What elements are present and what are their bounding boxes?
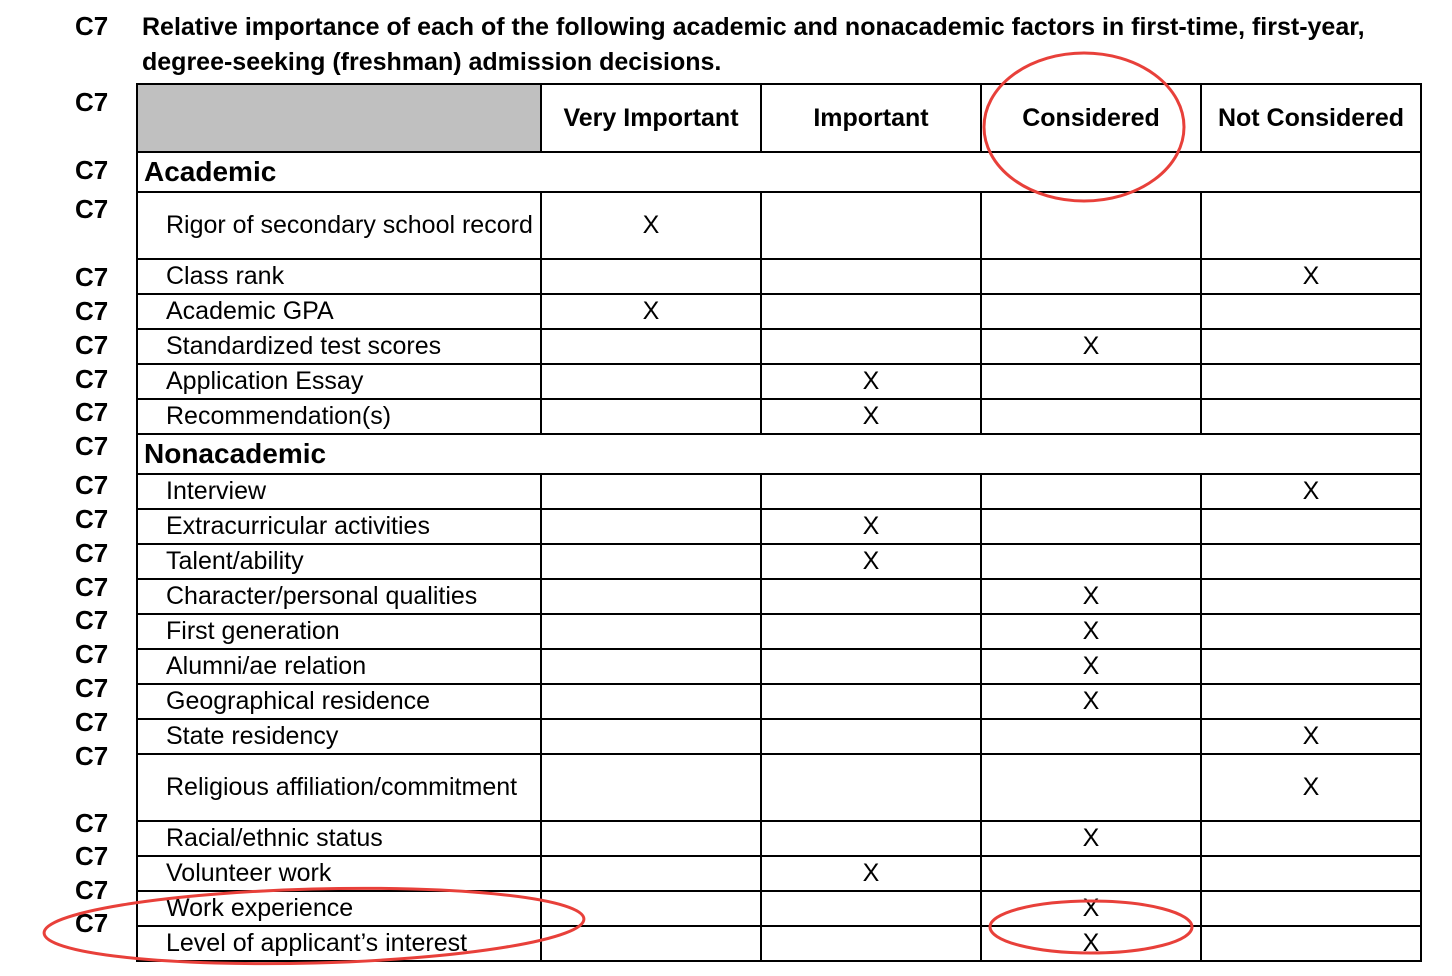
not-considered-mark: X bbox=[1201, 474, 1421, 509]
empty-cell bbox=[981, 399, 1201, 434]
empty-cell bbox=[761, 684, 981, 719]
item-code: C7 bbox=[75, 538, 109, 568]
empty-cell bbox=[981, 856, 1201, 891]
empty-cell bbox=[1201, 192, 1421, 259]
empty-cell bbox=[761, 719, 981, 754]
table-row bbox=[137, 614, 1421, 649]
item-code: C7 bbox=[75, 808, 109, 838]
header-not-considered: Not Considered bbox=[1201, 84, 1421, 152]
empty-cell bbox=[541, 579, 761, 614]
empty-cell bbox=[761, 926, 981, 961]
header-very-important: Very Important bbox=[541, 84, 761, 152]
empty-cell bbox=[541, 926, 761, 961]
factor-label: Academic GPA bbox=[137, 294, 541, 329]
factor-label: Extracurricular activities bbox=[137, 509, 541, 544]
factor-label: Application Essay bbox=[137, 364, 541, 399]
factor-label: Talent/ability bbox=[137, 544, 541, 579]
important-mark: X bbox=[761, 509, 981, 544]
empty-cell bbox=[761, 649, 981, 684]
empty-cell bbox=[541, 474, 761, 509]
header-important: Important bbox=[761, 84, 981, 152]
empty-cell bbox=[761, 294, 981, 329]
empty-cell bbox=[981, 294, 1201, 329]
factor-label: Work experience bbox=[137, 891, 541, 926]
factor-label: Interview bbox=[137, 474, 541, 509]
item-code: C7 bbox=[75, 87, 109, 117]
factor-label: Level of applicant’s interest bbox=[137, 926, 541, 961]
empty-cell bbox=[981, 754, 1201, 821]
empty-cell bbox=[761, 259, 981, 294]
considered-mark: X bbox=[981, 891, 1201, 926]
section-row bbox=[137, 434, 1421, 474]
empty-cell bbox=[1201, 684, 1421, 719]
factor-label: Racial/ethnic status bbox=[137, 821, 541, 856]
considered-mark: X bbox=[981, 926, 1201, 961]
very-important-mark: X bbox=[541, 192, 761, 259]
item-code: C7 bbox=[75, 741, 109, 771]
empty-cell bbox=[541, 754, 761, 821]
question-heading: Relative importance of each of the following academic and nonacademic factors in first-time, first-year, degree-seeking (freshman) admission decisions. bbox=[142, 13, 1365, 76]
empty-cell bbox=[1201, 294, 1421, 329]
empty-cell bbox=[761, 579, 981, 614]
empty-cell bbox=[981, 474, 1201, 509]
empty-cell bbox=[541, 649, 761, 684]
empty-cell bbox=[761, 754, 981, 821]
item-code: C7 bbox=[75, 841, 109, 871]
very-important-mark: X bbox=[541, 294, 761, 329]
item-code: C7 bbox=[75, 397, 109, 427]
empty-cell bbox=[981, 544, 1201, 579]
factor-label: Rigor of secondary school record bbox=[137, 192, 541, 259]
empty-cell bbox=[541, 821, 761, 856]
empty-cell bbox=[541, 259, 761, 294]
empty-cell bbox=[981, 719, 1201, 754]
section-nonacademic: Nonacademic bbox=[137, 434, 1421, 474]
factor-label: First generation bbox=[137, 614, 541, 649]
empty-cell bbox=[761, 891, 981, 926]
item-code: C7 bbox=[75, 605, 109, 635]
table-row bbox=[137, 259, 1421, 294]
empty-cell bbox=[761, 614, 981, 649]
important-mark: X bbox=[761, 856, 981, 891]
item-code: C7 bbox=[75, 431, 109, 461]
empty-cell bbox=[1201, 399, 1421, 434]
factor-label: Geographical residence bbox=[137, 684, 541, 719]
not-considered-mark: X bbox=[1201, 754, 1421, 821]
item-code: C7 bbox=[75, 155, 109, 185]
empty-cell bbox=[981, 192, 1201, 259]
not-considered-mark: X bbox=[1201, 259, 1421, 294]
header-considered: Considered bbox=[981, 84, 1201, 152]
table-row bbox=[137, 364, 1421, 399]
empty-cell bbox=[541, 544, 761, 579]
item-code: C7 bbox=[75, 572, 109, 602]
table-row bbox=[137, 719, 1421, 754]
not-considered-mark: X bbox=[1201, 719, 1421, 754]
header-blank-cell bbox=[137, 84, 541, 152]
table-row bbox=[137, 192, 1421, 259]
empty-cell bbox=[981, 509, 1201, 544]
table-row bbox=[137, 294, 1421, 329]
factor-label: Volunteer work bbox=[137, 856, 541, 891]
table-row bbox=[137, 754, 1421, 821]
item-code: C7 bbox=[75, 908, 109, 938]
considered-mark: X bbox=[981, 684, 1201, 719]
important-mark: X bbox=[761, 544, 981, 579]
empty-cell bbox=[541, 614, 761, 649]
empty-cell bbox=[541, 364, 761, 399]
factor-label: State residency bbox=[137, 719, 541, 754]
empty-cell bbox=[761, 329, 981, 364]
table-row bbox=[137, 399, 1421, 434]
important-mark: X bbox=[761, 364, 981, 399]
factor-label: Class rank bbox=[137, 259, 541, 294]
empty-cell bbox=[981, 364, 1201, 399]
table-row bbox=[137, 509, 1421, 544]
considered-mark: X bbox=[981, 821, 1201, 856]
item-code: C7 bbox=[75, 296, 109, 326]
table-row bbox=[137, 821, 1421, 856]
table-row bbox=[137, 926, 1421, 961]
item-code: C7 bbox=[75, 504, 109, 534]
considered-mark: X bbox=[981, 329, 1201, 364]
empty-cell bbox=[1201, 891, 1421, 926]
item-code: C7 bbox=[75, 673, 109, 703]
empty-cell bbox=[761, 474, 981, 509]
admission-factors-table bbox=[136, 83, 1422, 962]
table-row bbox=[137, 684, 1421, 719]
item-code: C7 bbox=[75, 707, 109, 737]
empty-cell bbox=[541, 719, 761, 754]
item-code: C7 bbox=[75, 194, 109, 224]
table-row bbox=[137, 891, 1421, 926]
item-code: C7 bbox=[75, 11, 109, 41]
empty-cell bbox=[541, 329, 761, 364]
empty-cell bbox=[1201, 926, 1421, 961]
considered-mark: X bbox=[981, 579, 1201, 614]
empty-cell bbox=[541, 684, 761, 719]
considered-mark: X bbox=[981, 614, 1201, 649]
factor-label: Recommendation(s) bbox=[137, 399, 541, 434]
empty-cell bbox=[541, 509, 761, 544]
factor-label: Standardized test scores bbox=[137, 329, 541, 364]
empty-cell bbox=[1201, 649, 1421, 684]
item-code: C7 bbox=[75, 364, 109, 394]
factor-label: Religious affiliation/commitment bbox=[137, 754, 541, 821]
table-row bbox=[137, 649, 1421, 684]
table-row bbox=[137, 856, 1421, 891]
section-row bbox=[137, 152, 1421, 192]
empty-cell bbox=[1201, 614, 1421, 649]
empty-cell bbox=[761, 192, 981, 259]
empty-cell bbox=[541, 399, 761, 434]
item-code: C7 bbox=[75, 639, 109, 669]
empty-cell bbox=[541, 891, 761, 926]
table-row bbox=[137, 329, 1421, 364]
empty-cell bbox=[1201, 329, 1421, 364]
empty-cell bbox=[981, 259, 1201, 294]
empty-cell bbox=[1201, 856, 1421, 891]
considered-mark: X bbox=[981, 649, 1201, 684]
item-code: C7 bbox=[75, 875, 109, 905]
factor-label: Alumni/ae relation bbox=[137, 649, 541, 684]
item-code: C7 bbox=[75, 470, 109, 500]
empty-cell bbox=[1201, 509, 1421, 544]
empty-cell bbox=[1201, 579, 1421, 614]
factor-label: Character/personal qualities bbox=[137, 579, 541, 614]
item-code: C7 bbox=[75, 262, 109, 292]
table-row bbox=[137, 579, 1421, 614]
empty-cell bbox=[1201, 821, 1421, 856]
table-row bbox=[137, 474, 1421, 509]
empty-cell bbox=[761, 821, 981, 856]
empty-cell bbox=[541, 856, 761, 891]
table-row bbox=[137, 544, 1421, 579]
item-code: C7 bbox=[75, 330, 109, 360]
empty-cell bbox=[1201, 364, 1421, 399]
section-academic: Academic bbox=[137, 152, 1421, 192]
empty-cell bbox=[1201, 544, 1421, 579]
important-mark: X bbox=[761, 399, 981, 434]
header-row bbox=[137, 84, 1421, 152]
